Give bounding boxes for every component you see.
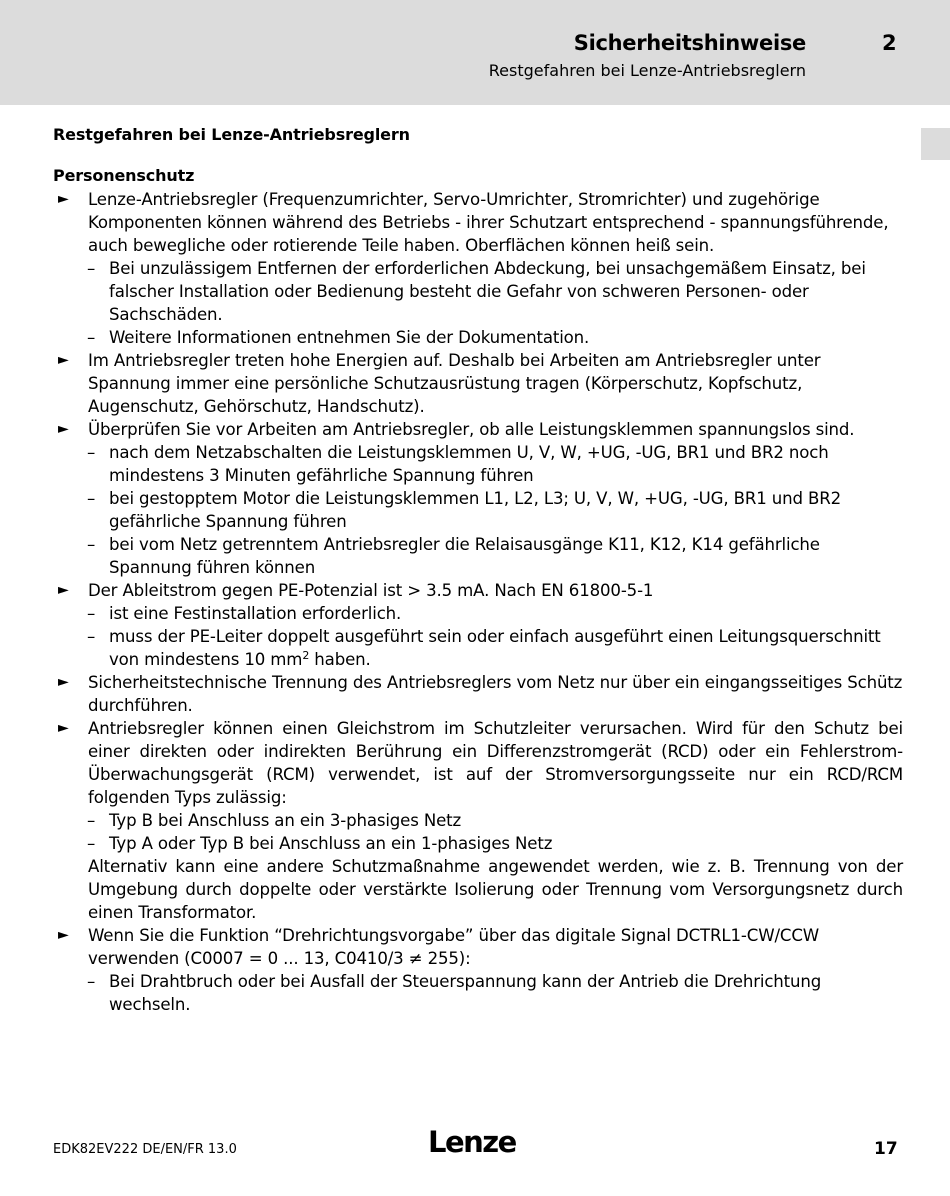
bullet-arrow-icon: ► (58, 582, 69, 598)
chapter-number: 2 (882, 31, 897, 55)
dash-text: Weitere Informationen entnehmen Sie der Dokumentation. (109, 328, 590, 347)
dash-item (53, 257, 903, 326)
header-title: Sicherheitshinweise (573, 31, 806, 55)
bullet-text: Wenn Sie die Funktion “Drehrichtungsvorgabe” über das digitale Signal DCTRL1-CW/CCW verwenden (C0007 = 0 ... 13, C0410/3 ≠ 255): (88, 926, 820, 968)
dash-mark: – (87, 834, 96, 853)
dash-text: Bei unzulässigem Entfernen der erforderlichen Abdeckung, bei unsachgemäßem Einsatz, bei falscher Installation oder Bedienung besteht die Gefahr von schweren Personen- oder Sachschäden. (109, 259, 866, 324)
dash-text: Typ B bei Anschluss an ein 3-phasiges Netz (109, 811, 462, 830)
dash-item (53, 970, 903, 1016)
dash-mark: – (87, 489, 96, 508)
dash-text: Bei Drahtbruch oder bei Ausfall der Steuerspannung kann der Antrieb die Drehrichtung wechseln. (109, 972, 822, 1014)
bullet-arrow-icon: ► (58, 191, 69, 207)
bullet-text: Sicherheitstechnische Trennung des Antriebsreglers vom Netz nur über ein eingangsseitiges Schütz durchführen. (88, 673, 903, 715)
bullet-item (53, 924, 903, 970)
dash-item (53, 326, 903, 349)
dash-text-part: haben. (309, 650, 371, 669)
bullet-item (53, 717, 903, 809)
dash-mark: – (87, 811, 96, 830)
bullet-text: Lenze-Antriebsregler (Frequenzumrichter, Servo-Umrichter, Stromrichter) und zugehörige Komponenten können während des Betriebs - ihrer Schutzart entsprechend - spannungsführende, auch bewegliche oder rotierende Teile haben. Oberflächen können heiß sein. (88, 190, 889, 255)
dash-mark: – (87, 443, 96, 462)
paragraph: Alternativ kann eine andere Schutzmaßnahme angewendet werden, wie z. B. Trennung von der Umgebung durch doppelte oder verstärkte Isolierung oder Trennung vom Versorgungsnetz durch einen Transformator. (88, 857, 903, 922)
dash-mark: – (87, 328, 96, 347)
dash-item (53, 809, 903, 832)
dash-mark: – (87, 604, 96, 623)
bullet-arrow-icon: ► (58, 720, 69, 736)
bullet-text: Im Antriebsregler treten hohe Energien auf. Deshalb bei Arbeiten am Antriebsregler unter Spannung immer eine persönliche Schutzausrüstung tragen (Körperschutz, Kopfschutz, Augenschutz, Gehörschutz, Handschutz). (88, 351, 821, 416)
bullet-text: Antriebsregler können einen Gleichstrom im Schutzleiter verursachen. Wird für den Schutz bei einer direkten oder indirekten Berührung ein Differenzstromgerät (RCD) oder ein Fehlerstrom-Überwachungsgerät (RCM) verwendet, ist auf der Stromversorgungsseite nur ein RCD/RCM folgenden Typs zulässig: (88, 719, 903, 807)
bullet-text: Der Ableitstrom gegen PE-Potenzial ist > 3.5 mA. Nach EN 61800-5-1 (88, 581, 654, 600)
section-heading: Restgefahren bei Lenze-Antriebsreglern (53, 125, 410, 144)
bullet-arrow-icon: ► (58, 927, 69, 943)
dash-text: nach dem Netzabschalten die Leistungsklemmen U, V, W, +UG, -UG, BR1 und BR2 noch mindestens 3 Minuten gefährliche Spannung führen (109, 443, 829, 485)
superscript: 2 (302, 649, 310, 662)
dash-mark: – (87, 535, 96, 554)
dash-mark: – (87, 627, 96, 646)
bullet-arrow-icon: ► (58, 421, 69, 437)
bullet-arrow-icon: ► (58, 674, 69, 690)
page-number: 17 (874, 1139, 898, 1159)
dash-text: bei vom Netz getrenntem Antriebsregler die Relaisausgänge K11, K12, K14 gefährliche Spannung führen können (109, 535, 820, 577)
bullet-arrow-icon: ► (58, 352, 69, 368)
dash-mark: – (87, 259, 96, 278)
bullet-item (53, 418, 903, 441)
bullet-item (53, 188, 903, 257)
dash-item (53, 625, 903, 671)
main-content (53, 123, 903, 1016)
lenze-logo: Lenze (428, 1125, 516, 1159)
dash-item (53, 487, 903, 533)
bullet-item (53, 671, 903, 717)
dash-item (53, 832, 903, 855)
dash-item (53, 441, 903, 487)
dash-text-part: muss der PE-Leiter doppelt ausgeführt sein oder einfach ausgeführt einen Leitungsquerschnitt von mindestens 10 mm (109, 627, 881, 669)
bullet-item (53, 349, 903, 418)
dash-item (53, 602, 903, 625)
dash-text: Typ A oder Typ B bei Anschluss an ein 1-phasiges Netz (109, 834, 553, 853)
dash-text (109, 627, 881, 669)
document-id: EDK82EV222 DE/EN/FR 13.0 (53, 1142, 237, 1157)
dash-text: ist eine Festinstallation erforderlich. (109, 604, 402, 623)
header-subtitle: Restgefahren bei Lenze-Antriebsreglern (488, 61, 806, 80)
dash-item (53, 533, 903, 579)
bullet-item (53, 579, 903, 602)
dash-text: bei gestopptem Motor die Leistungsklemmen L1, L2, L3; U, V, W, +UG, -UG, BR1 und BR2 gefährliche Spannung führen (109, 489, 842, 531)
sub-heading: Personenschutz (53, 166, 195, 185)
bullet-text: Überprüfen Sie vor Arbeiten am Antriebsregler, ob alle Leistungsklemmen spannungslos sind. (88, 420, 855, 439)
dash-mark: – (87, 972, 96, 991)
page-header (0, 0, 950, 105)
chapter-side-tab (921, 128, 950, 160)
